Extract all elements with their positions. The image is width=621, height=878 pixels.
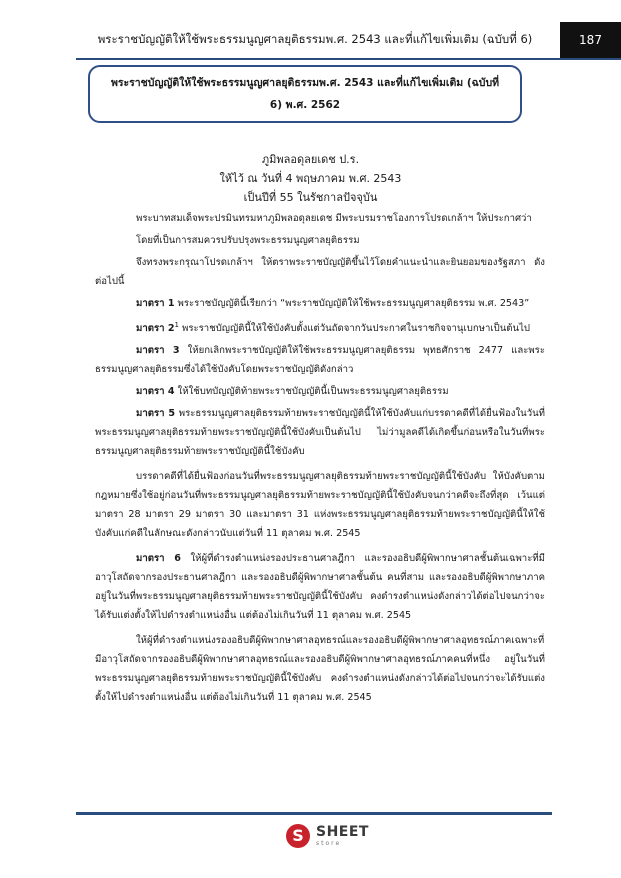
section-6-paragraph-2: ให้ผู้ที่ดำรงตำแหน่งรองอธิบดีผู้พิพากษาศาลอุทธรณ์และรองอธิบดีผู้พิพากษาศาลอุทธรณ์ภาคเฉพาะที่มีอาวุโสถัดจากรองอธิบดีผู้พิพากษาศาลอุทธรณ์และรองอธิบดีผู้พิพากษาศาลอุทธรณ์ภาคคนที่หนึ่ง อยู่ในวันที่พระธรรมนูญศาลยุติธรรมท้ายพระราชบัญญัตินี้ใช้บังคับ คงดำรงตำแหน่งดังกล่าวได้ต่อไปจนกว่าจะได้รับแต่งตั้งให้ไปดำรงตำแหน่งอื่น แต่ต้องไม่เกินวันที่ 11 ตุลาคม พ.ศ. 2545 xyxy=(95,635,545,704)
sheet-store-logo xyxy=(286,824,369,848)
section-1-text: พระราชบัญญัตินี้เรียกว่า “พระราชบัญญัติให้ใช้พระธรรมนูญศาลยุติธรรม พ.ศ. 2543” xyxy=(174,298,530,309)
royal-signature: ภูมิพลอดุลยเดช ป.ร. xyxy=(261,153,360,166)
logo-subtitle: store xyxy=(316,840,342,847)
section-4 xyxy=(95,382,545,401)
given-date: ให้ไว้ ณ วันที่ 4 พฤษภาคม พ.ศ. 2543 xyxy=(219,172,402,185)
paragraph-enactment: จึงทรงพระกรุณาโปรดเกล้าฯ ให้ตราพระราชบัญญัติขึ้นไว้โดยคำแนะนำและยินยอมของรัฐสภา ดังต่อไปนี้ xyxy=(95,257,545,287)
reign-year: เป็นปีที่ 55 ในรัชกาลปัจจุบัน xyxy=(243,191,378,204)
section-6-label: มาตรา 6 xyxy=(136,553,181,565)
section-3 xyxy=(95,341,545,379)
logo-name: SHEET xyxy=(316,824,369,840)
paragraph-proclamation: พระบาทสมเด็จพระปรมินทรมหาภูมิพลอดุลยเดช มีพระบรมราชโองการโปรดเกล้าฯ ให้ประกาศว่า xyxy=(136,213,532,224)
section-5 xyxy=(95,404,545,461)
section-1 xyxy=(95,294,545,313)
section-2-label: มาตรา 2 xyxy=(136,323,175,335)
section-2-text: พระราชบัญญัตินี้ให้ใช้บังคับตั้งแต่วันถัดจากวันประกาศในราชกิจจานุเบกษาเป็นต้นไป xyxy=(178,323,530,335)
section-2 xyxy=(95,316,545,338)
footnote-marker: 1 xyxy=(174,321,179,329)
document-title-box xyxy=(88,65,522,123)
header-divider xyxy=(76,58,621,60)
section-5-text: พระธรรมนูญศาลยุติธรรมท้ายพระราชบัญญัตินี้ให้ใช้บังคับแก่บรรดาคดีที่ได้ยื่นฟ้องในวันที่พระธรรมนูญศาลยุติธรรมท้ายพระราชบัญญัตินี้ใช้บังคับเป็นต้นไป ไม่ว่ามูลคดีได้เกิดขึ้นก่อนหรือในวันที่พระธรรมนูญศาลยุติธรรมท้ายพระราชบัญญัตินี้ใช้บังคับ xyxy=(95,408,545,458)
page-number-badge: 187 xyxy=(560,22,621,58)
footer-divider xyxy=(76,812,552,815)
section-3-label: มาตรา 3 xyxy=(136,345,180,357)
section-4-text: ให้ใช้บทบัญญัติท้ายพระราชบัญญัตินี้เป็นพระธรรมนูญศาลยุติธรรม xyxy=(174,386,449,398)
running-header-title: พระราชบัญญัติให้ใช้พระธรรมนูญศาลยุติธรรมพ.ศ. 2543 และที่แก้ไขเพิ่มเติม (ฉบับที่ 6) xyxy=(97,32,533,46)
document-body xyxy=(95,209,545,713)
section-5-label: มาตรา 5 xyxy=(136,408,176,420)
logo-s-icon: S xyxy=(286,824,310,848)
section-1-label: มาตรา 1 xyxy=(136,298,175,309)
section-6 xyxy=(95,549,545,625)
section-6-text: ให้ผู้ที่ดำรงตำแหน่งรองประธานศาลฎีกา และรองอธิบดีผู้พิพากษาศาลชั้นต้นเฉพาะที่มีอาวุโสถัดจากรองประธานศาลฎีกา และรองอธิบดีผู้พิพากษาศาลชั้นต้น คนที่สาม และรองอธิบดีผู้พิพากษาภาคอยู่ในวันที่พระธรรมนูญศาลยุติธรรมท้ายพระราชบัญญัตินี้ใช้บังคับ คงดำรงตำแหน่งดังกล่าวได้ต่อไปจนกว่าจะได้รับแต่งตั้งให้ไปดำรงตำแหน่งอื่น แต่ต้องไม่เกินวันที่ 11 ตุลาคม พ.ศ. 2545 xyxy=(95,553,545,622)
logo-wordmark xyxy=(316,825,369,847)
section-5-paragraph-2: บรรดาคดีที่ได้ยื่นฟ้องก่อนวันที่พระธรรมนูญศาลยุติธรรมท้ายพระราชบัญญัตินี้ใช้บังคับ ให้บังคับตามกฎหมายซึ่งใช้อยู่ก่อนวันที่พระธรรมนูญศาลยุติธรรมท้ายพระราชบัญญัตินี้ใช้บังคับจนกว่าคดีจะถึงที่สุด เว้นแต่มาตรา 28 มาตรา 29 มาตรา 30 และมาตรา 31 แห่งพระธรรมนูญศาลยุติธรรมท้ายพระราชบัญญัตินี้ให้ใช้บังคับแก่คดีในลักษณะดังกล่าวนับแต่วันที่ 11 ตุลาคม พ.ศ. 2545 xyxy=(95,471,545,540)
document-title: พระราชบัญญัติให้ใช้พระธรรมนูญศาลยุติธรรมพ.ศ. 2543 และที่แก้ไขเพิ่มเติม (ฉบับที่ 6) พ.ศ. 2562 xyxy=(110,77,500,111)
section-3-text: ให้ยกเลิกพระราชบัญญัติให้ใช้พระธรรมนูญศาลยุติธรรม พุทธศักราช 2477 และพระธรรมนูญศาลยุติธรรมซึ่งได้ใช้บังคับโดยพระราชบัญญัติดังกล่าว xyxy=(95,345,545,376)
paragraph-reason: โดยที่เป็นการสมควรปรับปรุงพระธรรมนูญศาลยุติธรรม xyxy=(136,235,360,246)
section-4-label: มาตรา 4 xyxy=(136,386,175,398)
